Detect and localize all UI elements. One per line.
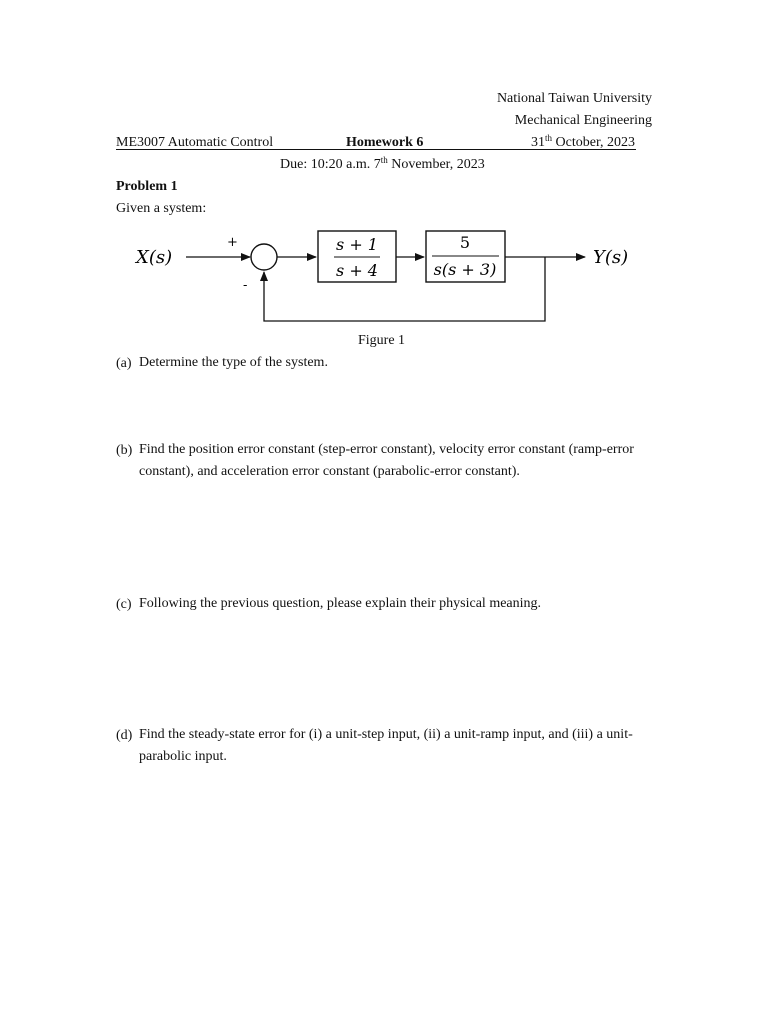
due-date: Due: 10:20 a.m. 7th November, 2023 — [280, 155, 485, 172]
question-a-label: (a) — [116, 356, 132, 371]
block2-numerator: 5 — [459, 233, 471, 252]
issue-date: 31th October, 2023 — [531, 133, 636, 150]
block1-numerator: s + 1 — [336, 235, 378, 254]
question-c-text: Following the previous question, please explain their physical meaning. — [139, 596, 542, 611]
question-c-label: (c) — [116, 597, 132, 612]
summing-junction — [251, 244, 277, 270]
question-d-text: Find the steady-state error for (i) a unit-step input, (ii) a unit-ramp input, and (iii) a unit-parabolic input. — [139, 727, 633, 764]
output-label: Y(s) — [593, 247, 629, 268]
block1-denominator: s + 4 — [336, 261, 378, 280]
course-code: ME3007 Automatic Control — [116, 135, 274, 150]
block2-denominator: s(s + 3) — [433, 260, 497, 279]
question-a-text: Determine the type of the system. — [139, 355, 328, 370]
question-d-label: (d) — [116, 728, 133, 743]
problem-intro: Given a system: — [116, 201, 207, 216]
input-label: X(s) — [136, 247, 173, 268]
minus-sign: - — [243, 278, 248, 293]
question-b-text: Find the position error constant (step-error constant), velocity error constant (ramp-error constant), and acceleration error constant (parabolic-error constant). — [139, 442, 634, 479]
figure-caption: Figure 1 — [358, 333, 406, 348]
plus-sign: + — [227, 235, 238, 250]
department-name: Mechanical Engineering — [514, 113, 652, 128]
university-name: National Taiwan University — [496, 91, 652, 106]
homework-title: Homework 6 — [346, 135, 424, 150]
problem-title: Problem 1 — [116, 179, 178, 194]
question-b-label: (b) — [116, 443, 133, 458]
block-diagram — [0, 0, 768, 340]
